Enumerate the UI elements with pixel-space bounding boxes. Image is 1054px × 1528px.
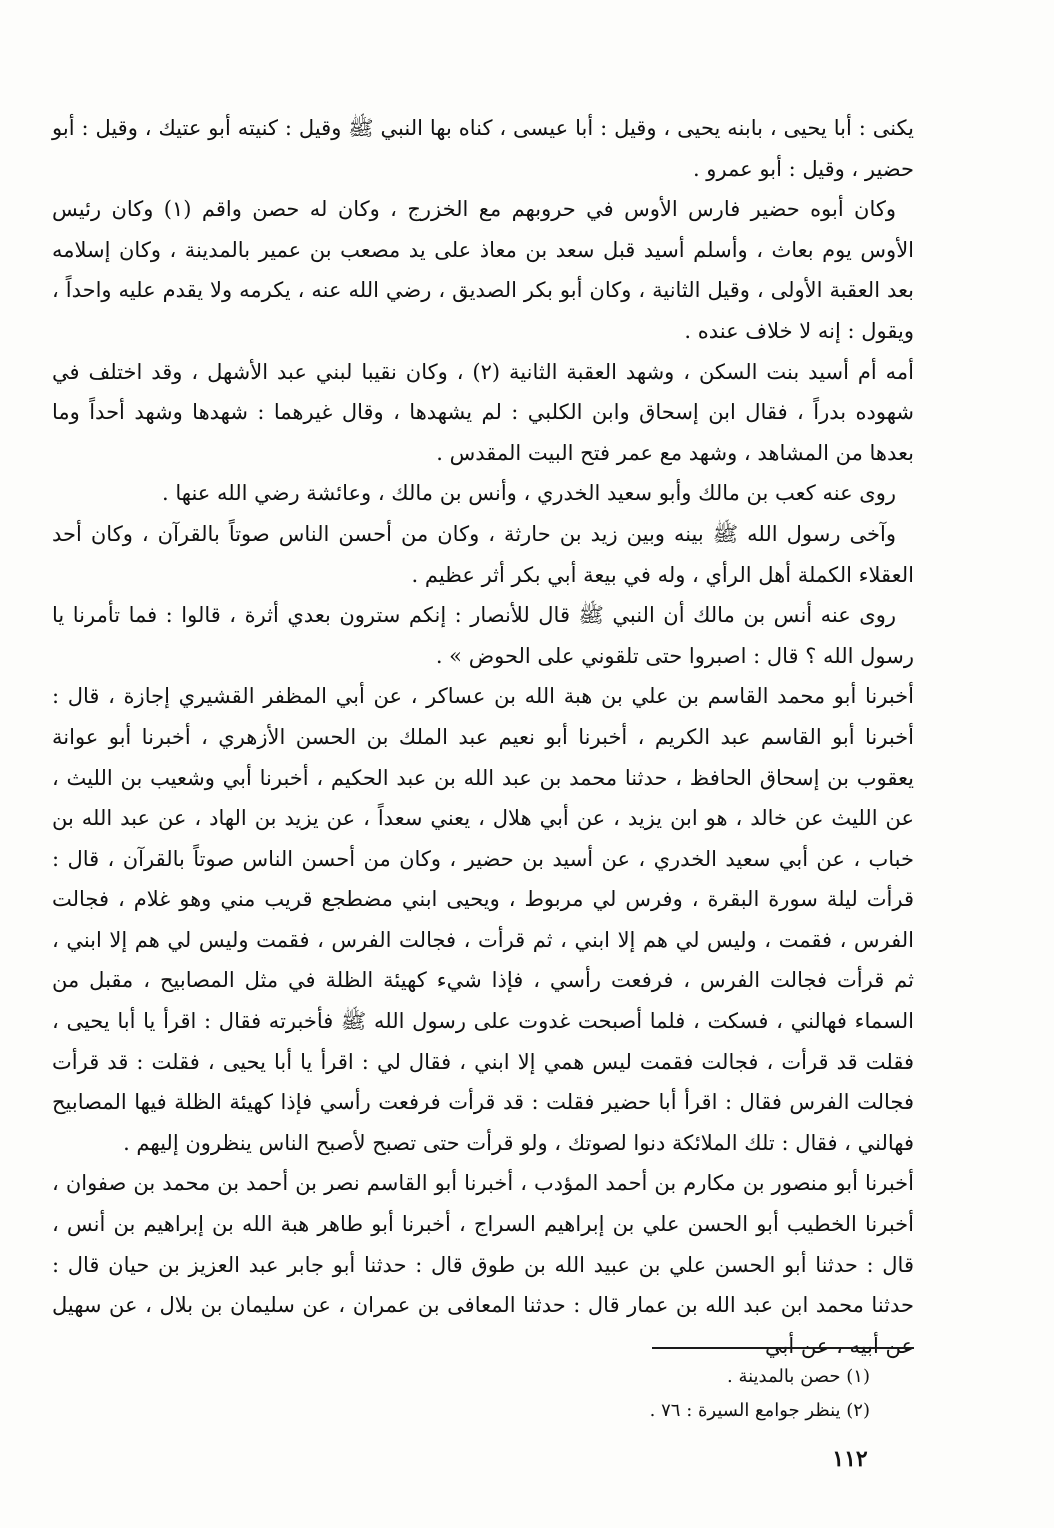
footnotes xyxy=(500,1360,870,1428)
paragraph-isnad-first: أخبرنا أبو محمد القاسم بن علي بن هبة الله بن عساكر ، عن أبي المظفر القشيري إجازة ، قال : أخبرنا أبو القاسم عبد الكريم ، أخبرنا أبو نعيم عبد الملك بن الحسن الأزهري ، أخبرنا أبو عوانة يعقوب بن إسحاق الحافظ ، حدثنا محمد بن عبد الله بن عبد الحكيم ، أخبرنا أبي وشعيب بن الليث ، عن الليث عن خالد ، هو ابن يزيد ، عن أبي هلال ، يعني سعداً ، عن يزيد بن الهاد ، عن عبد الله بن خباب ، عن أبي سعيد الخدري ، عن أسيد بن حضير ، وكان من أحسن الناس صوتاً بالقرآن ، قال : قرأت ليلة سورة البقرة ، وفرس لي مربوط ، ويحيى ابني مضطجع قريب مني وهو غلام ، فجالت الفرس ، فقمت ، وليس لي هم إلا ابني ، ثم قرأت ، فجالت الفرس ، فقمت وليس لي هم إلا ابني ، ثم قرأت فجالت الفرس ، فرفعت رأسي ، فإذا شيء كهيئة الظلة في مثل المصابيح ، مقبل من السماء فهالني ، فسكت ، فلما أصبحت غدوت على رسول الله ﷺ فأخبرته فقال : اقرأ يا أبا يحيى ، فقلت قد قرأت ، فجالت فقمت ليس همي إلا ابني ، فقال لي : اقرأ يا أبا يحيى ، فقلت : قد قرأت فجالت الفرس فقال : اقرأ أبا حضير فقلت : قد قرأت فرفعت رأسي فإذا كهيئة الظلة فيها المصابيح فهالني ، فقال : تلك الملائكة دنوا لصوتك ، ولو قرأت حتى تصبح لأصبح الناس ينظرون إليهم . xyxy=(52,684,914,1155)
footnote-1: (١) حصن بالمدينة . xyxy=(727,1366,870,1387)
body-text xyxy=(52,108,914,1366)
paragraph-mother: أمه أم أسيد بنت السكن ، وشهد العقبة الثانية (٢) ، وكان نقيبا لبني عبد الأشهل ، وقد اختلف في شهوده بدراً ، فقال ابن إسحاق وابن الكلبي : لم يشهدها ، وقال غيرهما : شهدها وشهد أحداً وما بعدها من المشاهد ، وشهد مع عمر فتح البيت المقدس . xyxy=(52,359,914,465)
paragraph-father: وكان أبوه حضير فارس الأوس في حروبهم مع الخزرج ، وكان له حصن واقم (١) وكان رئيس الأوس يوم بعاث ، وأسلم أسيد قبل سعد بن معاذ على يد مصعب بن عمير بالمدينة ، وكان إسلامه بعد العقبة الأولى ، وقيل الثانية ، وكان أبو بكر الصديق ، رضي الله عنه ، يكرمه ولا يقدم عليه واحداً ، ويقول : إنه لا خلاف عنده . xyxy=(52,197,914,343)
paragraph-isnad-second: أخبرنا أبو منصور بن مكارم بن أحمد المؤدب ، أخبرنا أبو القاسم نصر بن أحمد بن محمد بن صفوان ، أخبرنا الخطيب أبو الحسن علي بن إبراهيم السراج ، أخبرنا أبو طاهر هبة الله بن إبراهيم بن أنس ، قال : حدثنا أبو الحسن علي بن عبيد الله بن طوق قال : حدثنا أبو جابر عبد العزيز بن حيان قال : حدثنا محمد ابن عبد الله بن عمار قال : حدثنا المعافى بن عمران ، عن سليمان بن بلال ، عن سهيل عن أبيه ، عن أبي xyxy=(52,1171,914,1358)
footnote-2: (٢) ينظر جوامع السيرة : ٧٦ . xyxy=(649,1400,870,1421)
paragraph-brotherhood: وآخى رسول الله ﷺ بينه وبين زيد بن حارثة ، وكان من أحسن الناس صوتاً بالقرآن ، وكان أحد العقلاء الكملة أهل الرأي ، وله في بيعة أبي بكر أثر عظيم . xyxy=(52,521,914,587)
paragraph-kunya: يكنى : أبا يحيى ، بابنه يحيى ، وقيل : أبا عيسى ، كناه بها النبي ﷺ وقيل : كنيته أبو عتيك ، وقيل : أبو حضير ، وقيل : أبو عمرو . xyxy=(52,116,914,181)
footnote-divider xyxy=(652,1347,914,1349)
paragraph-anas-hadith: روى عنه أنس بن مالك أن النبي ﷺ قال للأنصار : إنكم سترون بعدي أثرة ، قالوا : فما تأمرنا يا رسول الله ؟ قال : اصبروا حتى تلقوني على الحوض » . xyxy=(52,603,914,668)
page-number: ١١٢ xyxy=(832,1446,868,1472)
paragraph-narrators: روى عنه كعب بن مالك وأبو سعيد الخدري ، وأنس بن مالك ، وعائشة رضي الله عنها . xyxy=(162,481,896,506)
